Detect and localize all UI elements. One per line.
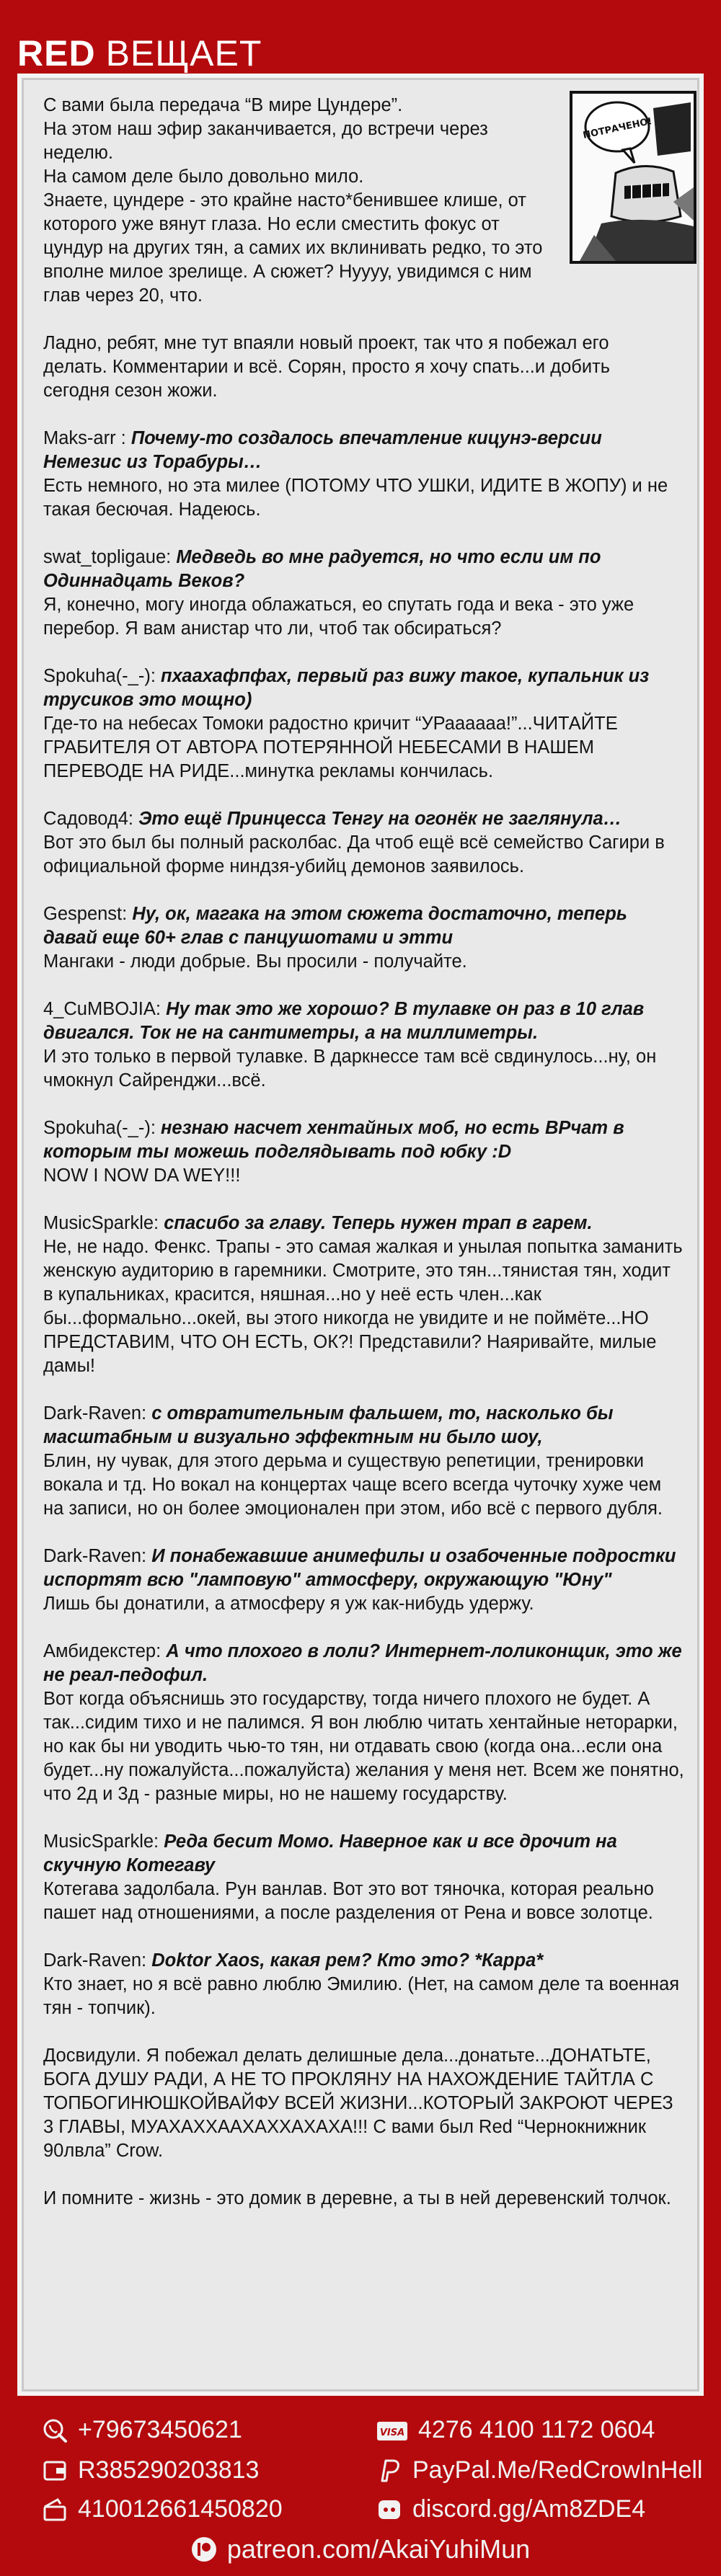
content-panel [17,74,704,2396]
outro-block [43,2044,685,2163]
comment-author: Maks-arr : [43,428,126,448]
comment-block [43,1949,685,2020]
yandex-number: 410012661450820 [78,2495,283,2523]
intro-line: На этом наш эфир заканчивается, до встречи через неделю. [43,119,488,163]
yandex-money-icon [42,2497,68,2523]
outro-line: И помните - жизнь - это домик в деревне, а ты в ней деревенский толчок. [43,2188,671,2208]
comment-author: Dark-Raven: [43,1950,147,1971]
comments-list [43,427,685,2020]
footer [0,2397,721,2576]
comment-answer: Есть немного, но эта милее (ПОТОМУ ЧТО УШКИ, ИДИТЕ В ЖОПУ) и не такая бесючая. Надеюсь. [43,476,668,520]
paypal-link: PayPal.Me/RedCrowInHell [412,2456,703,2484]
comment-author: 4_CuMBOJIA: [43,999,161,1019]
comment-author: Spokuha(-_-): [43,1118,156,1138]
comment-question-line [43,427,685,474]
comment-block [43,1830,685,1925]
comment-question-line [43,1830,685,1878]
patreon-link: patreon.com/AkaiYuhiMun [226,2534,531,2564]
comment-question: Doktor Xaos, какая рем? Кто это? *Карра* [151,1950,544,1971]
comment-author: Садовод4: [43,809,133,829]
comment-answer: Я, конечно, могу иногда облажаться, ео спутать года и века - это уже перебор. Я вам анистар что ли, чтоб так обсираться? [43,595,634,639]
comment-author: MusicSparkle: [43,1831,159,1852]
comment-question: с отвратительным фальшем, то, насколько бы масштабным и визуально эффектным ни было шоу, [43,1403,614,1447]
yandex-contact[interactable] [42,2495,283,2523]
discord-link: discord.gg/Am8ZDE4 [412,2495,646,2523]
visa-icon [376,2417,408,2443]
visa-contact[interactable] [376,2416,655,2444]
svg-text:VISA: VISA [379,2427,405,2438]
comment-author: Амбидекстер: [43,1641,162,1661]
intro-line: Ладно, ребят, мне тут впаяли новый проект, так что я побежал его делать. Комментарии и всё. Сорян, просто я хочу спать...и добить сегодня сезон жожи. [43,333,611,401]
comment-question-line [43,807,685,831]
comment-question: Это ещё Принцесса Тенгу на огонёк не заглянула… [138,809,622,829]
intro-block [43,94,548,308]
comment-author: swat_topligaue: [43,547,172,567]
intro-line: Знаете, цундере - это крайне насто*бенившее клише, от которого уже вянут глаза. Но если сместить фокус от цундур на других тян, а самих их вклинивать редко, то это вполне милое зрелище. А сюжет? Нуууу, увидимся с ним глав через 20, что. [43,190,543,306]
intro-line: На самом деле было довольно мило. [43,166,364,187]
comment-question: Ну так это же хорошо? В тулавке он раз в 10 глав двигался. Ток не на сантиметры, а на миллиметры. [43,999,645,1043]
comment-block [43,546,685,641]
comment-answer: Кто знает, но я всё равно люблю Эмилию. (Нет, на самом деле та военная тян - топчик). [43,1974,680,2018]
comment-question-line [43,1116,685,1164]
comment-answer: Не, не надо. Фенкс. Трапы - это самая жалкая и унылая попытка заманить женскую аудиторию в гаремники. Смотрите, это тян...тянистая тян, ходит в купальниках, красится, няшная...но у неё есть член...как бы...формально...окей, вы этого никогда не увидите и не поймёте...НО ПРЕДСТАВИМ, ЧТО ОН ЕСТЬ, ОК?! Представили? Наяривайте, милые дамы! [43,1237,683,1376]
comment-answer: Где-то на небесах Томоки радостно кричит “УРаааааа!”...ЧИТАЙТЕ ГРАБИТЕЛЯ ОТ АВТОРА ПОТЕРЯННОЙ НЕБЕСАМИ В НАШЕМ ПЕРЕВОДЕ НА РИДЕ...минутка рекламы кончилась. [43,714,618,781]
comment-question: Почему-то создалось впечатление кицунэ-версии Немезис из Торабуры… [43,428,602,472]
comment-answer: Блин, ну чувак, для этого дерьма и существую репетиции, тренировки вокала и тд. Но вокал на концертах чаще всего всегда чуточку хуже чем на записи, но он более эмоционален при этом, ибо всё с первого дубля. [43,1451,663,1519]
wallet-r-contact[interactable] [42,2456,259,2484]
comment-question: Реда бесит Момо. Наверное как и все дрочит на скучную Котегаву [43,1831,617,1875]
patreon-icon [191,2536,217,2562]
comment-question-line [43,998,685,1045]
wallet-r-number: R385290203813 [78,2456,260,2484]
comment-answer: Мангаки - люди добрые. Вы просили - получайте. [43,951,467,972]
wallet-icon [42,2458,68,2484]
page-title: ВЕЩАЕТ [105,33,262,74]
patreon-contact[interactable] [0,2534,721,2569]
comment-author: Spokuha(-_-): [43,666,156,686]
discord-contact[interactable] [376,2495,645,2523]
phone-icon [42,2417,68,2443]
comment-block [43,427,685,522]
comment-author: Dark-Raven: [43,1546,147,1566]
comment-question-line [43,546,685,593]
comment-question-line [43,665,685,712]
discord-icon [376,2497,402,2523]
comment-block [43,1640,685,1806]
comment-question-line [43,1640,685,1687]
comment-question: пхаахафпфах, первый раз вижу такое, купальник из трусиков это мощно) [43,666,650,710]
comment-block [43,998,685,1093]
comment-answer: Котегава задолбала. Рун ванлав. Вот это вот тяночка, которая реально пашет над отношениями, а после разделения от Рена и вовсе золотце. [43,1879,654,1923]
comment-block [43,1545,685,1616]
comment-answer: Вот когда объяснишь это государству, тогда ничего плохого не будет. А так...сидим тихо и не палимся. Я вон люблю читать хентайные неторарки, но как бы ни уводить чью-то тян, ни отдавать свою (когда она...если она будет...ну пожалуйста...пожалуйста) желания у меня нет. Всем же понятно, что 2д и 3д - разные миры, но не нашему государству. [43,1689,684,1804]
comment-answer: Лишь бы донатили, а атмосферу я уж как-нибудь удержу. [43,1594,534,1614]
outro-block [43,2187,685,2211]
comment-block [43,807,685,879]
comment-answer: Вот это был бы полный расколбас. Да чтоб ещё всё семейство Сагири в официальной форме ниндзя-убийц демонов заявилось. [43,832,665,876]
comment-answer: И это только в первой тулавке. В даркнессе там всё свдинулось...ну, он чмокнул Сайренджи...всё. [43,1047,657,1091]
page-header [17,32,262,75]
comment-question: Медведь во мне радуется, но что если им по Одиннадцать Веков? [43,547,601,591]
comment-question: А что плохого в лоли? Интернет-лоликонщик, это же не реал-педофил. [43,1641,682,1685]
comment-question-line [43,1545,685,1592]
comment-question: Ну, ок, магака на этом сюжета достаточно, теперь давай еще 60+ глав с панцушотами и этти [43,904,627,948]
comment-author: MusicSparkle: [43,1213,159,1233]
avatar-speech: ПОТРАЧЕНО! [582,115,653,141]
comment-question: спасибо за главу. Теперь нужен трап в гарем. [164,1213,593,1233]
visa-number: 4276 4100 1172 0604 [418,2416,655,2443]
comment-author: Dark-Raven: [43,1403,147,1424]
comment-question-line [43,1949,685,1973]
comment-block [43,1116,685,1188]
comment-question-line [43,1212,685,1235]
comment-question-line [43,1402,685,1449]
brand-name: RED [17,33,96,74]
comment-block [43,665,685,783]
comment-block [43,1212,685,1378]
comment-question: незнаю насчет хентайных моб, но есть ВРчат в которым ты можешь подглядывать под юбку :D [43,1118,624,1162]
comment-answer: NOW I NOW DA WEY!!! [43,1165,241,1186]
phone-contact[interactable] [42,2416,242,2444]
comment-author: Gespenst: [43,904,128,924]
outro-line: Досвидули. Я побежал делать делишные дела...донатьте...ДОНАТЬТЕ, БОГА ДУШУ РАДИ, А НЕ ТО ПРОКЛЯНУ НА НАХОЖДЕНИЕ ТАЙТЛА С ТОПБОГИНЮШКОЙВАЙФУ ВСЕЙ ЖИЗНИ...КОТОРЫЙ ЗАКРОЮТ ЧЕРЕЗ 3 ГЛАВЫ, МУАХАХХААХАХХАХАХА!!! С вами был Red “Чернокнижник 90лвла” Crow. [43,2046,673,2161]
comment-question-line [43,902,685,950]
paypal-contact[interactable] [376,2456,703,2484]
comment-question: И понабежавшие анимефилы и озабоченные подростки испортят всю "ламповую" атмосферу, окружающую "Юну" [43,1546,676,1590]
post-text [43,94,685,2234]
intro-block [43,332,678,403]
phone-number: +79673450621 [78,2416,242,2443]
comment-block [43,902,685,974]
comment-block [43,1402,685,1521]
intro-line: С вами была передача “В мире Цундере”. [43,95,403,115]
paypal-icon [376,2458,402,2484]
